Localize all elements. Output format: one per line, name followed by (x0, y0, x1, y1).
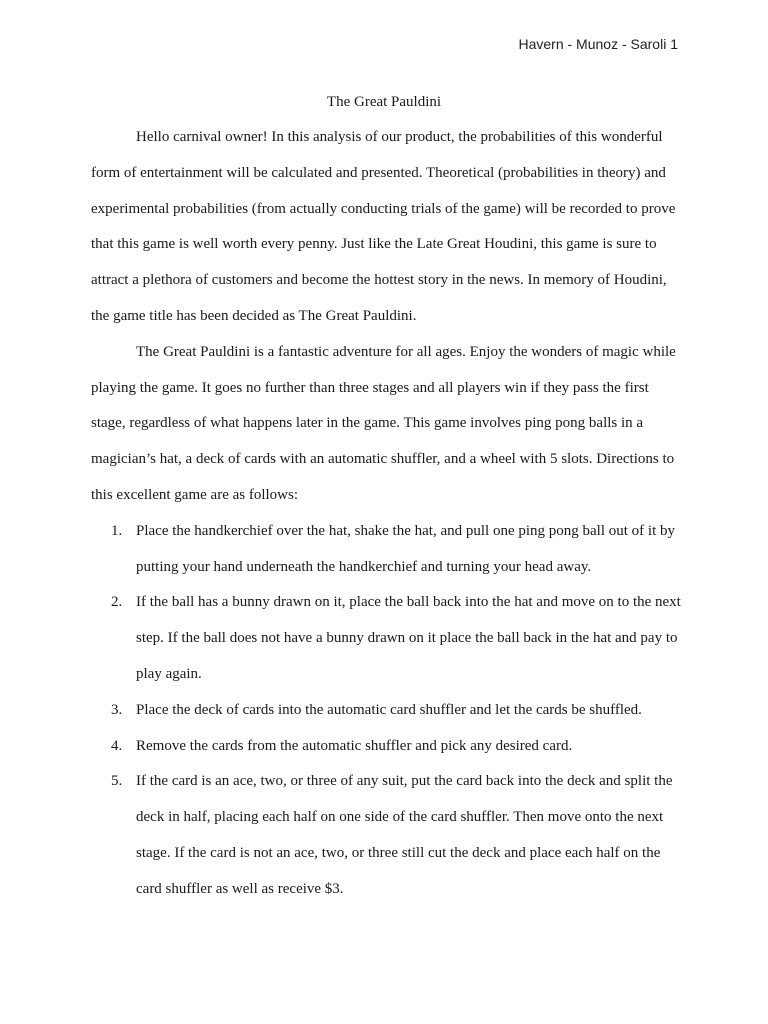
list-item-text: If the card is an ace, two, or three of any suit, put the card back into the deck and split the deck in half, placing each half on one side of the card shuffler. Then move onto the next stage. If the card is not an ace, two, or three still cut the deck and place each half on the card shuffler as well as receive $3. (136, 773, 673, 897)
list-item-text: Place the handkerchief over the hat, shake the hat, and pull one ping pong ball out of it by putting your hand underneath the handkerchief and turning your head away. (136, 522, 676, 575)
list-item (91, 585, 681, 692)
list-item-number: 2. (111, 594, 123, 611)
list-item-text: Remove the cards from the automatic shuffler and pick any desired card. (136, 737, 573, 754)
list-item-number: 4. (111, 737, 123, 754)
list-item-number: 1. (111, 522, 123, 539)
paragraph-game-description: The Great Pauldini is a fantastic adventure for all ages. Enjoy the wonders of magic while playing the game. It goes no further than three stages and all players win if they pass the first stage, regardless of what happens later in the game. This game involves ping pong balls in a magician’s hat, a deck of cards with an automatic shuffler, and a wheel with 5 slots. Directions to this excellent game are as follows: (91, 343, 676, 503)
list-item (91, 729, 681, 765)
list-item (91, 764, 681, 907)
directions-list (91, 514, 681, 908)
document-title: The Great Pauldini (326, 94, 442, 110)
running-head: Havern - Munoz - Saroli 1 (518, 36, 678, 52)
list-item-text: Place the deck of cards into the automatic card shuffler and let the cards be shuffled. (136, 701, 642, 718)
list-item-number: 3. (111, 701, 123, 718)
list-item-text: If the ball has a bunny drawn on it, place the ball back into the hat and move on to the next step. If the ball does not have a bunny drawn on it place the ball back in the hat and pay to play again. (136, 594, 681, 682)
list-item (91, 693, 681, 729)
list-item-number: 5. (111, 773, 123, 790)
document-body (91, 120, 681, 908)
list-item (91, 514, 681, 586)
paragraph-intro: Hello carnival owner! In this analysis of our product, the probabilities of this wonderful form of entertainment will be calculated and presented. Theoretical (probabilities in theory) and experimental probabilities (from actually conducting trials of the game) will be recorded to prove that this game is well worth every penny. Just like the Late Great Houdini, this game is sure to attract a plethora of customers and become the hottest story in the news. In memory of Houdini, the game title has been decided as The Great Pauldini. (91, 129, 676, 324)
